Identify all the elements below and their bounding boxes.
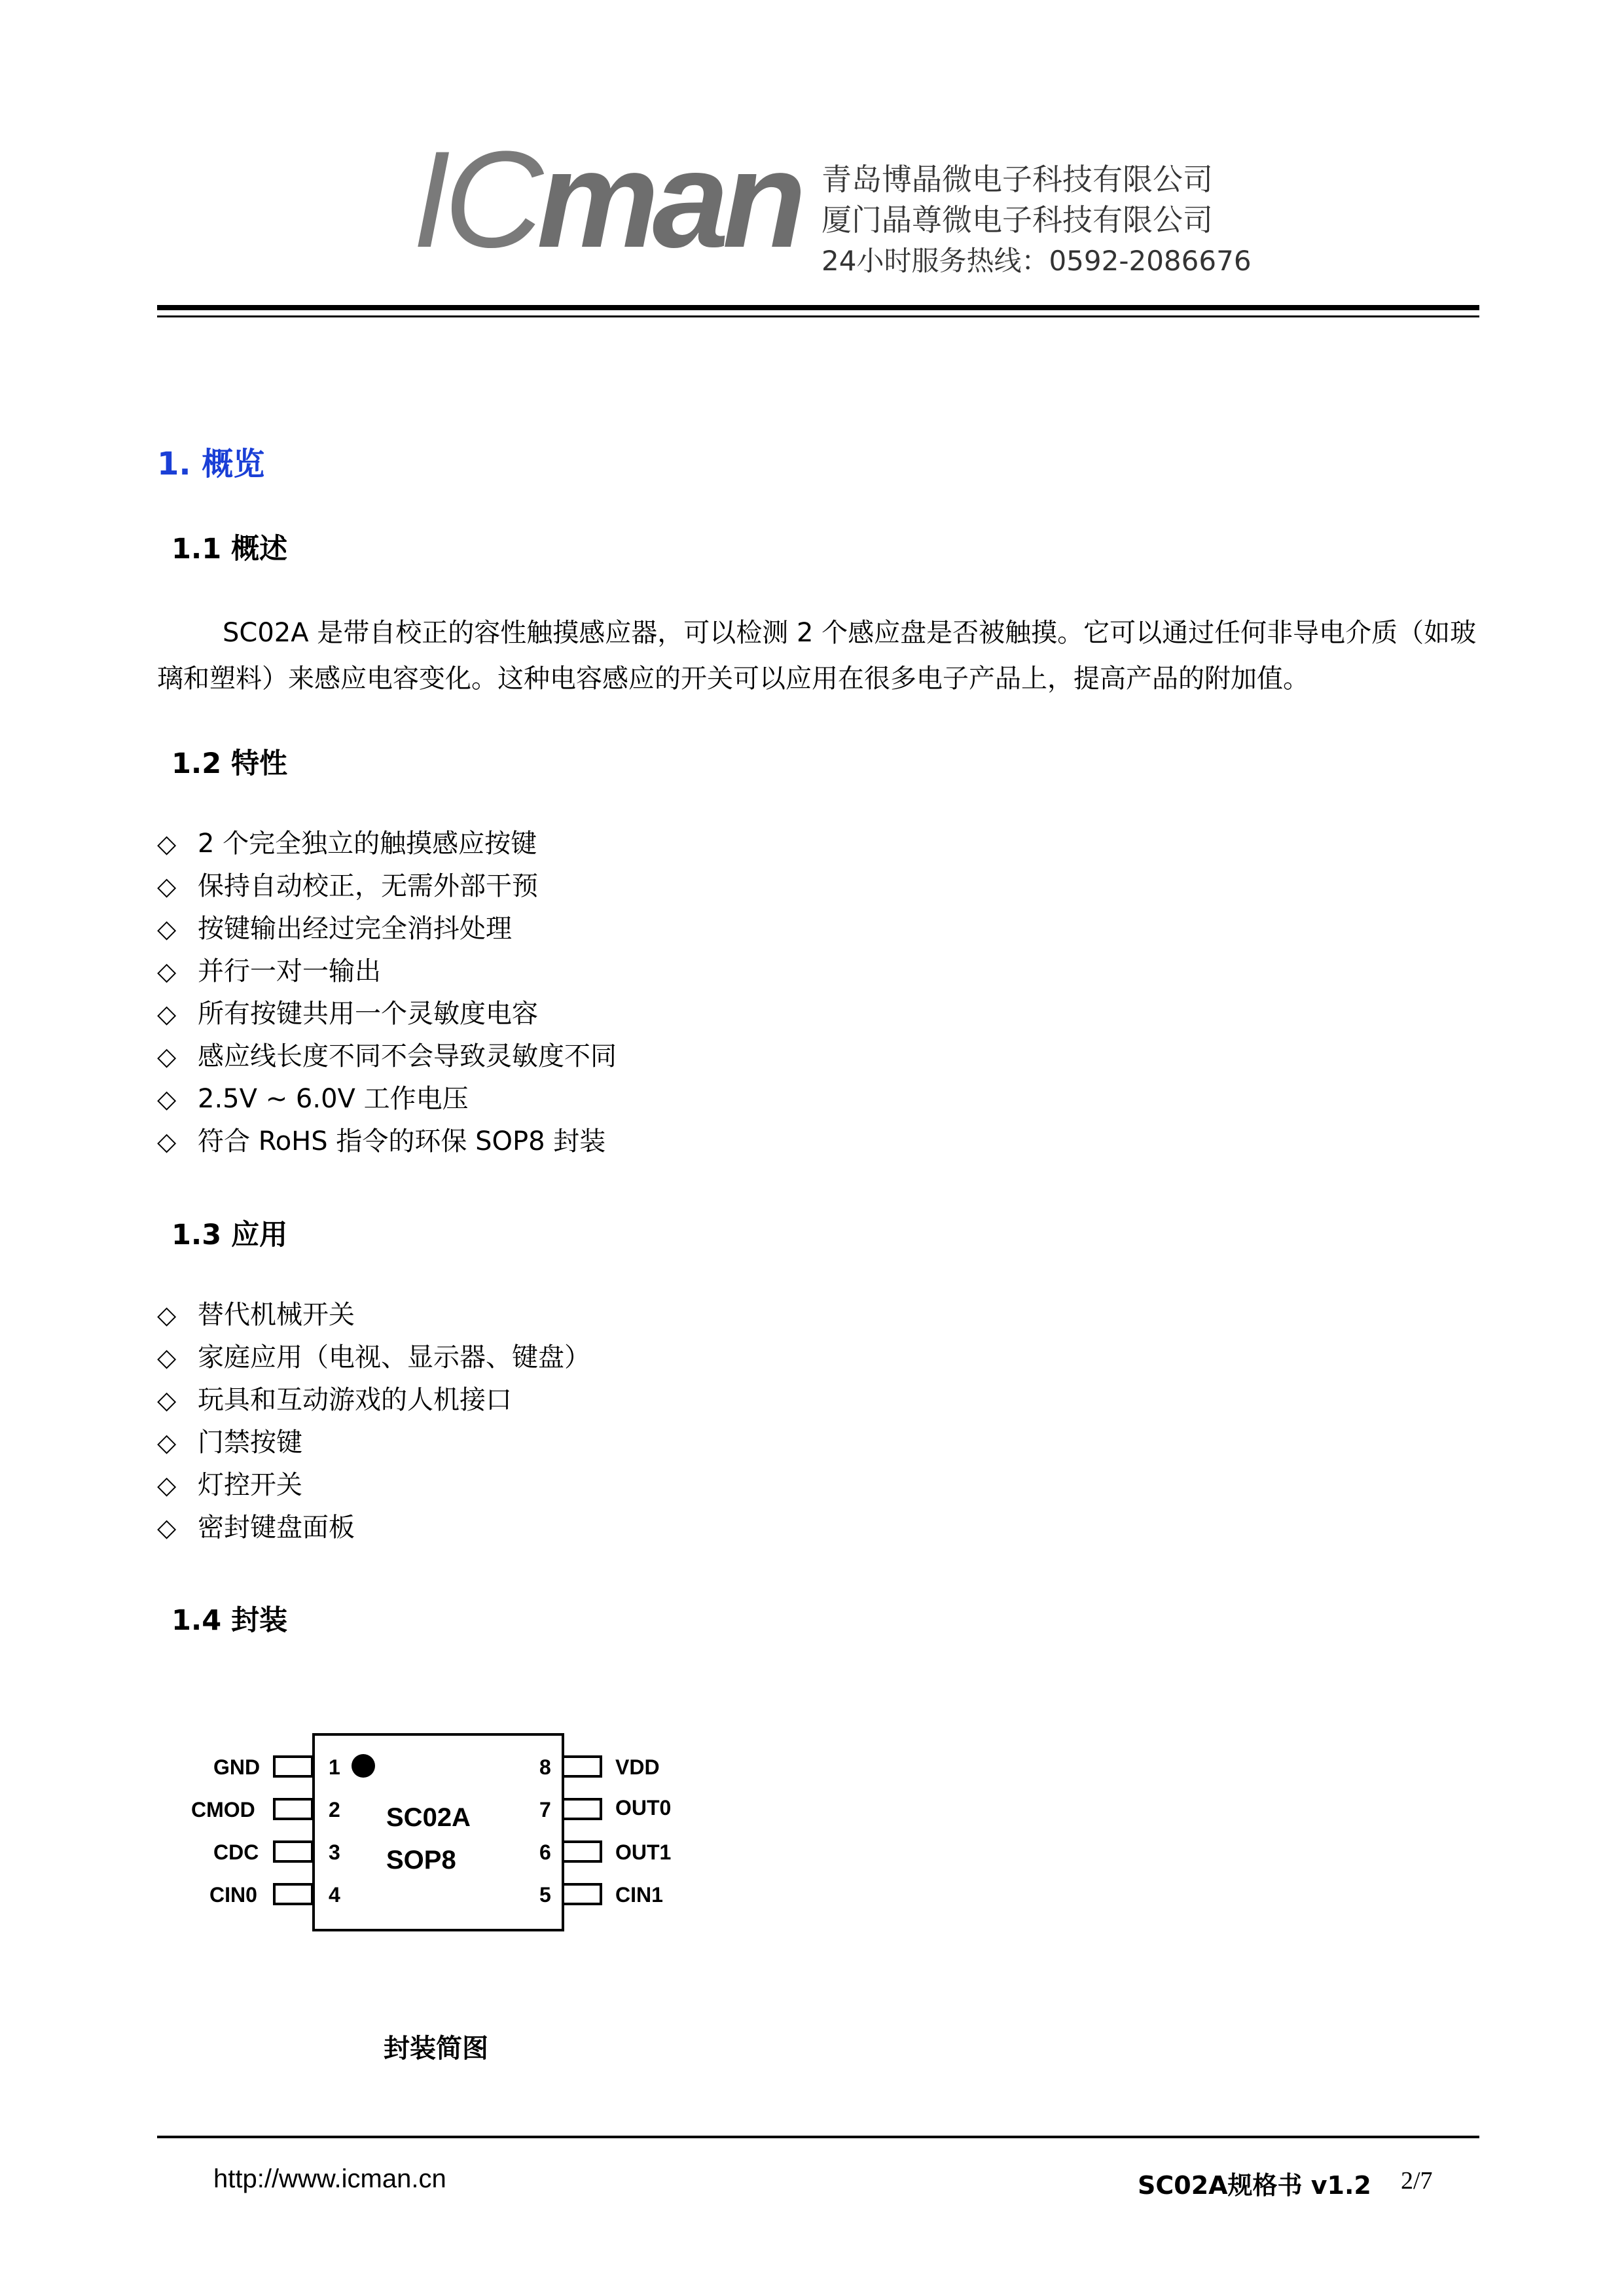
diamond-icon: ◇ bbox=[157, 1300, 177, 1329]
pin-label-vdd: VDD bbox=[615, 1755, 660, 1779]
list-item: ◇ 并行一对一输出 bbox=[157, 950, 617, 993]
features-list bbox=[157, 823, 617, 1163]
company-name-qingdao: 青岛博晶微电子科技有限公司 bbox=[821, 162, 1213, 197]
list-item: ◇ 感应线长度不同不会导致灵敏度不同 bbox=[157, 1035, 617, 1078]
pin-stub-2 bbox=[273, 1798, 314, 1820]
applications-list bbox=[157, 1294, 590, 1549]
company-name-xiamen: 厦门晶尊微电子科技有限公司 bbox=[821, 202, 1213, 238]
diamond-icon: ◇ bbox=[157, 1343, 177, 1372]
subsection-1-1-title: 1.1 概述 bbox=[171, 533, 288, 565]
pin-label-gnd: GND bbox=[213, 1755, 261, 1779]
diamond-icon: ◇ bbox=[157, 1085, 177, 1113]
logo-man: man bbox=[537, 122, 800, 276]
pin-number-4: 4 bbox=[329, 1883, 340, 1907]
subsection-1-3-title: 1.3 应用 bbox=[171, 1219, 288, 1251]
subsection-1-2-title: 1.2 特性 bbox=[171, 747, 288, 780]
footer-url[interactable]: http://www.icman.cn bbox=[213, 2164, 446, 2193]
pin-number-3: 3 bbox=[329, 1840, 340, 1864]
chip-package: SOP8 bbox=[386, 1846, 456, 1874]
diamond-icon: ◇ bbox=[157, 872, 177, 901]
logo-ic: IC bbox=[412, 122, 537, 276]
pin-number-6: 6 bbox=[539, 1840, 551, 1864]
list-item: ◇ 家庭应用（电视、显示器、键盘） bbox=[157, 1336, 590, 1379]
pin-number-5: 5 bbox=[539, 1883, 551, 1907]
diamond-icon: ◇ bbox=[157, 829, 177, 858]
pin-stub-8 bbox=[562, 1755, 602, 1778]
diamond-icon: ◇ bbox=[157, 1042, 177, 1071]
diamond-icon: ◇ bbox=[157, 1386, 177, 1414]
list-item: ◇ 灯控开关 bbox=[157, 1464, 590, 1507]
icman-logo bbox=[412, 122, 800, 276]
pin-number-1: 1 bbox=[329, 1755, 340, 1779]
overview-paragraph: SC02A 是带自校正的容性触摸感应器，可以检测 2 个感应盘是否被触摸。它可以通过任何非导电介质（如玻璃和塑料）来感应电容变化。这种电容感应的开关可以应用在很多电子产品上，提高产品的附加值。 bbox=[157, 618, 1477, 694]
footer-doc-title: SC02A规格书 v1.2 bbox=[1138, 2171, 1371, 2200]
footer-rule bbox=[157, 2136, 1479, 2138]
pin-label-cdc: CDC bbox=[213, 1840, 259, 1864]
list-item: ◇ 玩具和互动游戏的人机接口 bbox=[157, 1379, 590, 1422]
pin-label-cmod: CMOD bbox=[191, 1798, 255, 1821]
list-item: ◇ 门禁按键 bbox=[157, 1422, 590, 1464]
pin1-dot-icon bbox=[352, 1754, 375, 1778]
package-caption: 封装简图 bbox=[384, 2034, 488, 2064]
diamond-icon: ◇ bbox=[157, 999, 177, 1028]
pin-stub-7 bbox=[562, 1798, 602, 1820]
section-title: 1. 概览 bbox=[157, 446, 265, 482]
list-item: ◇ 所有按键共用一个灵敏度电容 bbox=[157, 993, 617, 1035]
list-item: ◇ 替代机械开关 bbox=[157, 1294, 590, 1336]
diamond-icon: ◇ bbox=[157, 1513, 177, 1542]
subsection-1-4-title: 1.4 封装 bbox=[171, 1604, 288, 1637]
pin-stub-3 bbox=[273, 1840, 314, 1863]
diamond-icon: ◇ bbox=[157, 1428, 177, 1457]
list-item: ◇ 密封键盘面板 bbox=[157, 1507, 590, 1549]
pin-number-7: 7 bbox=[539, 1798, 551, 1821]
list-item: ◇ 2 个完全独立的触摸感应按键 bbox=[157, 823, 617, 865]
diamond-icon: ◇ bbox=[157, 914, 177, 943]
pin-stub-4 bbox=[273, 1883, 314, 1905]
hotline: 24小时服务热线：0592-2086676 bbox=[821, 245, 1252, 277]
list-item: ◇ 2.5V ~ 6.0V 工作电压 bbox=[157, 1078, 617, 1121]
header-rule-thin bbox=[157, 315, 1479, 317]
pin-label-cin1: CIN1 bbox=[615, 1883, 663, 1907]
pin-stub-1 bbox=[273, 1755, 314, 1778]
pin-stub-5 bbox=[562, 1883, 602, 1905]
list-item: ◇ 按键输出经过完全消抖处理 bbox=[157, 908, 617, 950]
list-item: ◇ 保持自动校正，无需外部干预 bbox=[157, 865, 617, 908]
pin-label-out0: OUT0 bbox=[615, 1796, 672, 1820]
chip-name: SC02A bbox=[386, 1803, 471, 1832]
page-number: 2/7 bbox=[1401, 2167, 1433, 2195]
diamond-icon: ◇ bbox=[157, 1471, 177, 1499]
pin-number-2: 2 bbox=[329, 1798, 340, 1821]
pin-label-cin0: CIN0 bbox=[209, 1883, 257, 1907]
diamond-icon: ◇ bbox=[157, 1127, 177, 1156]
list-item: ◇ 符合 RoHS 指令的环保 SOP8 封装 bbox=[157, 1121, 617, 1163]
pin-label-out1: OUT1 bbox=[615, 1840, 672, 1864]
header-rule-thick bbox=[157, 305, 1479, 310]
pin-stub-6 bbox=[562, 1840, 602, 1863]
pin-number-8: 8 bbox=[539, 1755, 551, 1779]
diamond-icon: ◇ bbox=[157, 957, 177, 986]
